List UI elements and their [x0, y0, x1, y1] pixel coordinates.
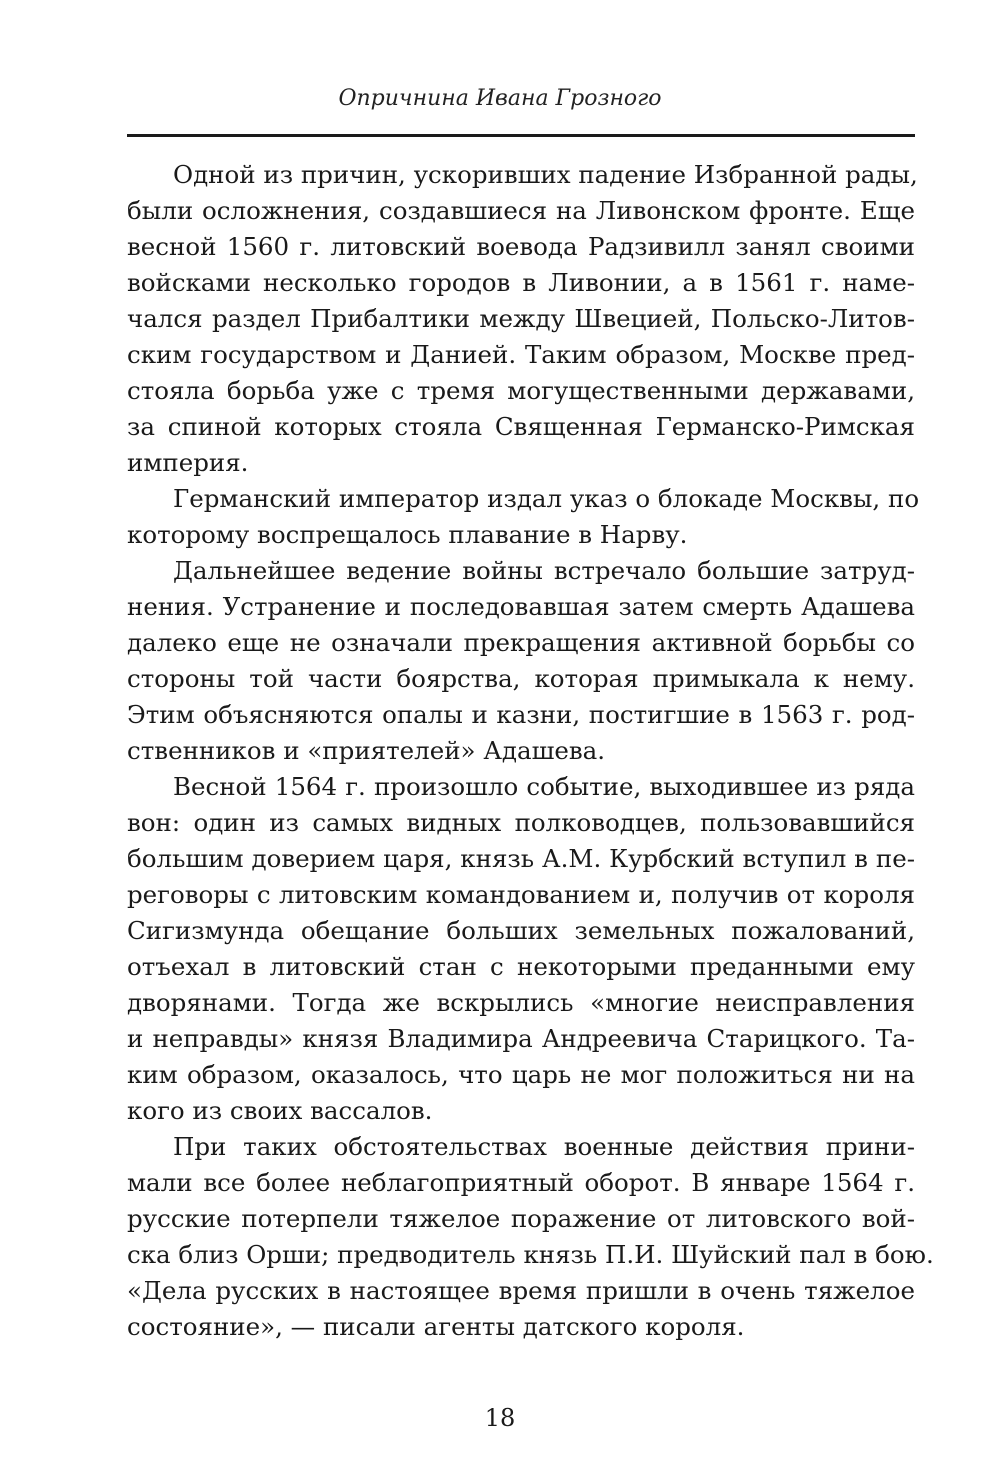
- text-line: дворянами. Тогда же вскрылись «многие неисправления: [127, 988, 915, 1017]
- text-line: ским государством и Данией. Таким образом, Москве пред-: [127, 340, 915, 369]
- body-text: [127, 157, 934, 1345]
- text-line: были осложнения, создавшиеся на Ливонском фронте. Еще: [127, 196, 915, 225]
- paragraph-5: [127, 1129, 934, 1345]
- page-number: 18: [484, 1404, 516, 1432]
- text-line: которому воспрещалось плавание в Нарву.: [127, 520, 688, 549]
- text-line: русские потерпели тяжелое поражение от литовского вой-: [127, 1204, 915, 1233]
- text-line: Германский император издал указ о блокаде Москвы, по: [173, 484, 920, 513]
- header-rule: [127, 134, 915, 137]
- text-line: Весной 1564 г. произошло событие, выходившее из ряда: [173, 772, 915, 801]
- text-line: стороны той части боярства, которая примыкала к нему.: [127, 664, 915, 693]
- text-line: ким образом, оказалось, что царь не мог положиться ни на: [127, 1060, 915, 1089]
- text-line: стояла борьба уже с тремя могущественными державами,: [127, 376, 915, 405]
- text-line: чался раздел Прибалтики между Швецией, Польско-Литов-: [127, 304, 915, 333]
- text-line: войсками несколько городов в Ливонии, а в 1561 г. наме-: [127, 268, 915, 297]
- text-line: мали все более неблагоприятный оборот. В январе 1564 г.: [127, 1168, 915, 1197]
- text-line: кого из своих вассалов.: [127, 1096, 433, 1125]
- paragraph-2: [127, 481, 920, 553]
- text-line: При таких обстоятельствах военные действия прини-: [173, 1132, 915, 1161]
- paragraph-3: [127, 553, 915, 769]
- text-line: и неправды» князя Владимира Андреевича Старицкого. Та-: [127, 1024, 915, 1053]
- paragraph-1: [127, 157, 918, 481]
- text-line: далеко еще не означали прекращения активной борьбы со: [127, 628, 915, 657]
- text-line: реговоры с литовским командованием и, получив от короля: [127, 880, 915, 909]
- text-line: состояние», — писали агенты датского короля.: [127, 1312, 745, 1341]
- running-header: Опричнина Ивана Грозного: [338, 86, 662, 111]
- text-line: ска близ Орши; предводитель князь П.И. Шуйский пал в бою.: [127, 1240, 934, 1269]
- text-line: весной 1560 г. литовский воевода Радзивилл занял своими: [127, 232, 915, 261]
- text-line: Этим объясняются опалы и казни, постигшие в 1563 г. род-: [127, 700, 915, 729]
- text-line: Сигизмунда обещание больших земельных пожалований,: [127, 916, 915, 945]
- text-line: Дальнейшее ведение войны встречало большие затруд-: [173, 556, 915, 585]
- text-line: империя.: [127, 448, 249, 477]
- text-line: «Дела русских в настоящее время пришли в очень тяжелое: [127, 1276, 915, 1305]
- paragraph-4: [127, 769, 915, 1129]
- text-line: за спиной которых стояла Священная Германско-Римская: [127, 412, 915, 441]
- text-line: отъехал в литовский стан с некоторыми преданными ему: [127, 952, 915, 981]
- text-line: ственников и «приятелей» Адашева.: [127, 736, 606, 765]
- text-line: нения. Устранение и последовавшая затем смерть Адашева: [127, 592, 915, 621]
- text-line: большим доверием царя, князь А.М. Курбский вступил в пе-: [127, 844, 915, 873]
- text-line: Одной из причин, ускоривших падение Избранной рады,: [173, 160, 918, 189]
- text-line: вон: один из самых видных полководцев, пользовавшийся: [127, 808, 915, 837]
